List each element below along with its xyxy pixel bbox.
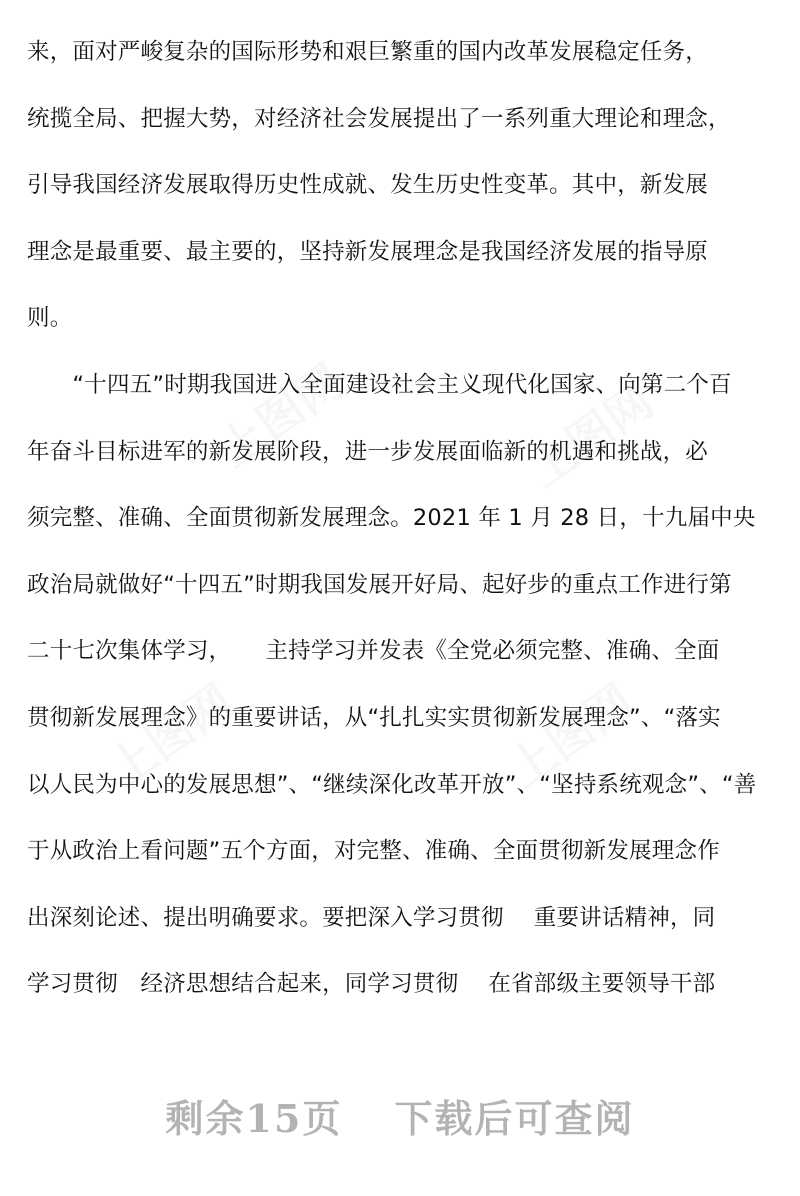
text-line: 贯彻新发展理念》的重要讲话，从“扎扎实实贯彻新发展理念”、“落实 [27,705,721,731]
text-line: “十四五”时期我国进入全面建设社会主义现代化国家、向第二个百 [27,372,732,398]
text-line: 于从政治上看问题”五个方面，对完整、准确、全面贯彻新发展理念作 [27,838,720,864]
text-line: 学习贯彻 经济思想结合起来，同学习贯彻 在省部级主要领导干部 [27,971,716,997]
remaining-pages-label: 剩余15页 [165,1096,343,1141]
download-label: 下载后可查阅 [394,1096,635,1141]
download-prompt-banner[interactable] [0,1088,800,1143]
text-line: 则。 [27,305,73,331]
text-line: 引导我国经济发展取得历史性成就、发生历史性变革。其中，新发展 [27,172,709,198]
text-line: 年奋斗目标进军的新发展阶段，进一步发展面临新的机遇和挑战，必 [27,439,709,465]
text-line: 政治局就做好“十四五”时期我国发展开好局、起好步的重点工作进行第 [27,572,732,598]
text-line: 须完整、准确、全面贯彻新发展理念。2021 年 1 月 28 日，十九届中央 [27,505,756,531]
text-line: 出深刻论述、提出明确要求。要把深入学习贯彻 重要讲话精神，同 [27,905,716,931]
text-line: 来，面对严峻复杂的国际形势和艰巨繁重的国内改革发展稳定任务， [27,39,709,65]
text-line: 统揽全局、把握大势，对经济社会发展提出了一系列重大理论和理念， [27,106,731,132]
text-line: 二十七次集体学习， 主持学习并发表《全党必须完整、准确、全面 [27,638,720,664]
text-line: 理念是最重要、最主要的，坚持新发展理念是我国经济发展的指导原 [27,239,709,265]
text-line: 以人民为中心的发展思想”、“继续深化改革开放”、“坚持系统观念”、“善 [27,772,757,798]
